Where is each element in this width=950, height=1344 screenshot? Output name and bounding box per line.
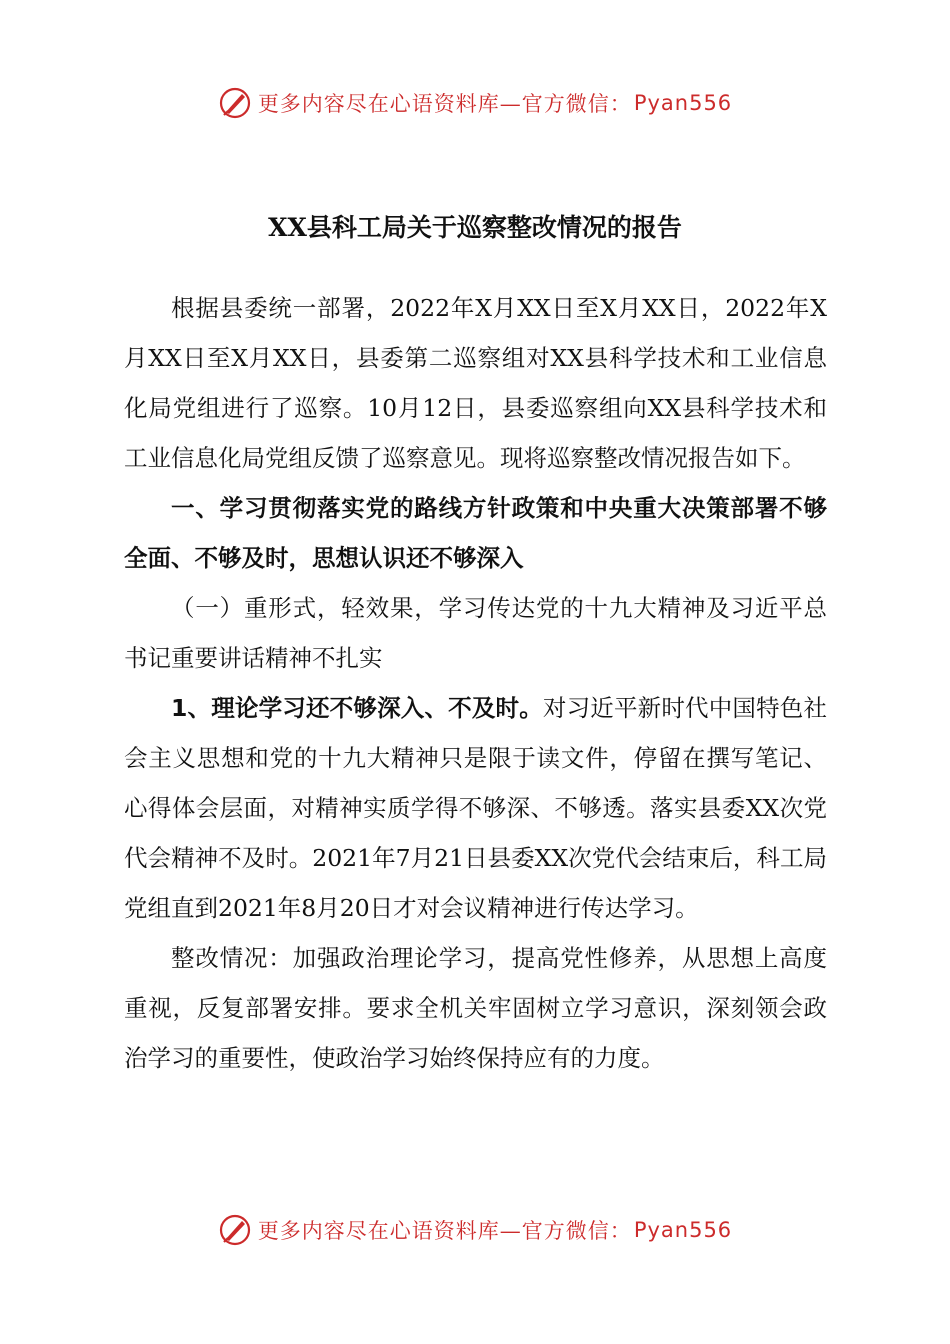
document-title: XX县科工局关于巡察整改情况的报告: [268, 213, 682, 242]
subsection-heading-1: （一）重形式，轻效果，学习传达党的十九大精神及习近平总书记重要讲话精神不扎实: [124, 594, 827, 672]
item-1-body: 对习近平新时代中国特色社会主义思想和党的十九大精神只是限于读文件，停留在撰写笔记、心得体会层面，对精神实质学得不够深、不够透。落实县委XX次党代会精神不及时。2021年7月21日县委XX次党代会结束后，科工局党组直到2021年8月20日才对会议精神进行传达学习。: [124, 694, 828, 922]
wechat-id: Pyan556: [633, 91, 733, 115]
footer-banner: [0, 1210, 950, 1250]
banner-text: 更多内容尽在心语资料库—官方微信：: [257, 1219, 632, 1243]
header-banner: [0, 83, 950, 123]
document-body: [124, 283, 827, 1083]
quill-pen-icon: [218, 1213, 252, 1247]
rectification-paragraph: 整改情况：加强政治理论学习，提高党性修养，从思想上高度重视，反复部署安排。要求全机关牢固树立学习意识，深刻领会政治学习的重要性，使政治学习始终保持应有的力度。: [124, 944, 827, 1072]
intro-paragraph: 根据县委统一部署，2022年X月XX日至X月XX日，2022年X月XX日至X月XX日，县委第二巡察组对XX县科学技术和工业信息化局党组进行了巡察。10月12日，县委巡察组向XX县科学技术和工业信息化局党组反馈了巡察意见。现将巡察整改情况报告如下。: [124, 294, 827, 472]
item-1-lead: 1、理论学习还不够深入、不及时。: [171, 694, 543, 722]
banner-text: 更多内容尽在心语资料库—官方微信：: [257, 92, 632, 116]
quill-pen-icon: [218, 86, 252, 120]
section-heading-1: 一、学习贯彻落实党的路线方针政策和中央重大决策部署不够全面、不够及时，思想认识还不够深入: [124, 494, 827, 572]
wechat-id: Pyan556: [633, 1218, 733, 1242]
item-1-paragraph: [124, 683, 827, 933]
